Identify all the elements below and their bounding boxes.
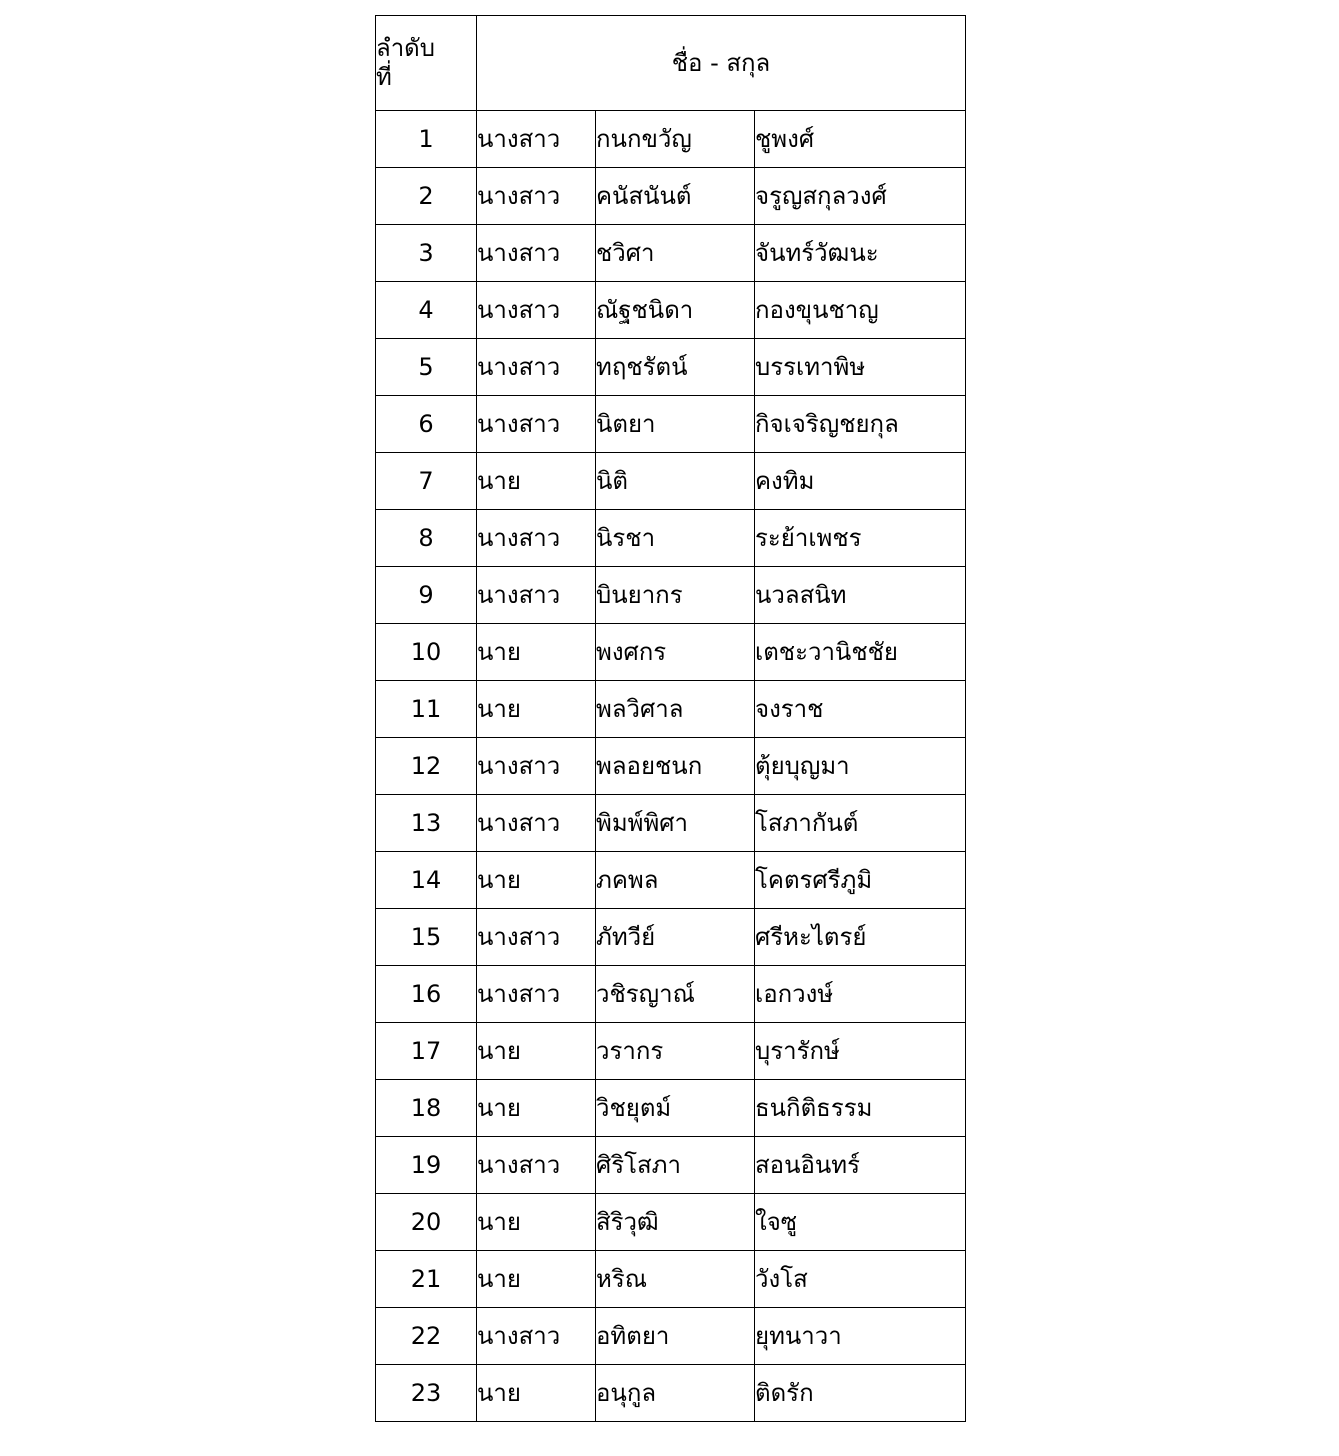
row-title: นางสาว — [477, 1137, 596, 1194]
row-title: นาย — [477, 1194, 596, 1251]
row-last-name: เตชะวานิชชัย — [755, 624, 966, 681]
table-row — [376, 738, 966, 795]
row-last-name: ติดรัก — [755, 1365, 966, 1422]
table-row — [376, 966, 966, 1023]
row-number: 12 — [376, 738, 477, 795]
row-number: 13 — [376, 795, 477, 852]
table-row — [376, 1194, 966, 1251]
row-number: 2 — [376, 168, 477, 225]
row-last-name: เอกวงษ์ — [755, 966, 966, 1023]
table-row — [376, 1023, 966, 1080]
row-first-name: กนกขวัญ — [596, 111, 755, 168]
row-last-name: จงราช — [755, 681, 966, 738]
row-last-name: วังโส — [755, 1251, 966, 1308]
row-number: 6 — [376, 396, 477, 453]
row-last-name: บรรเทาพิษ — [755, 339, 966, 396]
row-title: นาย — [477, 852, 596, 909]
table-row — [376, 1365, 966, 1422]
row-last-name: กิจเจริญชยกุล — [755, 396, 966, 453]
row-last-name: โคตรศรีภูมิ — [755, 852, 966, 909]
row-first-name: นิตยา — [596, 396, 755, 453]
row-title: นางสาว — [477, 111, 596, 168]
row-first-name: พงศกร — [596, 624, 755, 681]
row-title: นาย — [477, 1251, 596, 1308]
row-title: นางสาว — [477, 225, 596, 282]
table-row — [376, 909, 966, 966]
row-first-name: อทิตยา — [596, 1308, 755, 1365]
row-first-name: ภคพล — [596, 852, 755, 909]
row-number: 15 — [376, 909, 477, 966]
row-number: 10 — [376, 624, 477, 681]
table-row — [376, 111, 966, 168]
row-number: 14 — [376, 852, 477, 909]
row-title: นางสาว — [477, 567, 596, 624]
row-number: 8 — [376, 510, 477, 567]
row-first-name: วรากร — [596, 1023, 755, 1080]
row-title: นางสาว — [477, 795, 596, 852]
row-number: 11 — [376, 681, 477, 738]
row-last-name: จรูญสกุลวงศ์ — [755, 168, 966, 225]
table-row — [376, 225, 966, 282]
row-first-name: หริณ — [596, 1251, 755, 1308]
row-title: นาย — [477, 453, 596, 510]
row-first-name: วชิรญาณ์ — [596, 966, 755, 1023]
row-first-name: นิติ — [596, 453, 755, 510]
row-title: นางสาว — [477, 396, 596, 453]
row-title: นางสาว — [477, 966, 596, 1023]
order-column-header — [376, 16, 477, 111]
table-row — [376, 168, 966, 225]
row-title: นางสาว — [477, 909, 596, 966]
row-title: นางสาว — [477, 510, 596, 567]
row-number: 17 — [376, 1023, 477, 1080]
row-number: 16 — [376, 966, 477, 1023]
row-last-name: ธนกิติธรรม — [755, 1080, 966, 1137]
row-first-name: พลวิศาล — [596, 681, 755, 738]
row-first-name: อนุกูล — [596, 1365, 755, 1422]
row-number: 1 — [376, 111, 477, 168]
row-first-name: บินยากร — [596, 567, 755, 624]
table-row — [376, 339, 966, 396]
table-row — [376, 795, 966, 852]
table-row — [376, 1080, 966, 1137]
table-row — [376, 510, 966, 567]
table-row — [376, 1308, 966, 1365]
row-title: นาย — [477, 681, 596, 738]
row-last-name: ชูพงศ์ — [755, 111, 966, 168]
row-first-name: ศิริโสภา — [596, 1137, 755, 1194]
row-first-name: สิริวุฒิ — [596, 1194, 755, 1251]
row-number: 21 — [376, 1251, 477, 1308]
row-title: นางสาว — [477, 168, 596, 225]
row-number: 20 — [376, 1194, 477, 1251]
row-last-name: สอนอินทร์ — [755, 1137, 966, 1194]
row-first-name: พิมพ์พิศา — [596, 795, 755, 852]
order-header-line1: ลำดับ — [376, 34, 436, 63]
row-last-name: กองขุนชาญ — [755, 282, 966, 339]
row-number: 22 — [376, 1308, 477, 1365]
row-last-name: จันทร์วัฒนะ — [755, 225, 966, 282]
table-row — [376, 624, 966, 681]
row-number: 9 — [376, 567, 477, 624]
name-roster-table — [375, 15, 966, 1422]
row-title: นางสาว — [477, 1308, 596, 1365]
table-row — [376, 453, 966, 510]
row-first-name: พลอยชนก — [596, 738, 755, 795]
row-title: นาย — [477, 624, 596, 681]
row-first-name: คนัสนันต์ — [596, 168, 755, 225]
roster-body — [376, 111, 966, 1422]
row-title: นาย — [477, 1023, 596, 1080]
row-title: นางสาว — [477, 738, 596, 795]
row-number: 18 — [376, 1080, 477, 1137]
table-row — [376, 1251, 966, 1308]
order-header-line2: ที่ — [376, 63, 392, 91]
row-first-name: ณัฐชนิดา — [596, 282, 755, 339]
row-number: 4 — [376, 282, 477, 339]
row-title: นาย — [477, 1080, 596, 1137]
table-row — [376, 396, 966, 453]
table-row — [376, 567, 966, 624]
row-first-name: วิชยุตม์ — [596, 1080, 755, 1137]
row-last-name: ยุทนาวา — [755, 1308, 966, 1365]
row-last-name: ตุ้ยบุญมา — [755, 738, 966, 795]
row-number: 5 — [376, 339, 477, 396]
table-header-row — [376, 16, 966, 111]
row-last-name: ระย้าเพชร — [755, 510, 966, 567]
row-first-name: ภัทวีย์ — [596, 909, 755, 966]
table-row — [376, 852, 966, 909]
row-first-name: ชวิศา — [596, 225, 755, 282]
row-number: 19 — [376, 1137, 477, 1194]
table-row — [376, 681, 966, 738]
row-last-name: ใจซู — [755, 1194, 966, 1251]
row-last-name: โสภากันต์ — [755, 795, 966, 852]
row-number: 3 — [376, 225, 477, 282]
row-title: นางสาว — [477, 339, 596, 396]
row-number: 7 — [376, 453, 477, 510]
table-row — [376, 1137, 966, 1194]
table-row — [376, 282, 966, 339]
row-last-name: คงทิม — [755, 453, 966, 510]
row-title: นาย — [477, 1365, 596, 1422]
row-last-name: นวลสนิท — [755, 567, 966, 624]
row-first-name: ทฤชรัตน์ — [596, 339, 755, 396]
row-title: นางสาว — [477, 282, 596, 339]
row-number: 23 — [376, 1365, 477, 1422]
row-first-name: นิรชา — [596, 510, 755, 567]
row-last-name: บุรารักษ์ — [755, 1023, 966, 1080]
name-column-header: ชื่อ - สกุล — [477, 16, 966, 111]
row-last-name: ศรีหะไตรย์ — [755, 909, 966, 966]
